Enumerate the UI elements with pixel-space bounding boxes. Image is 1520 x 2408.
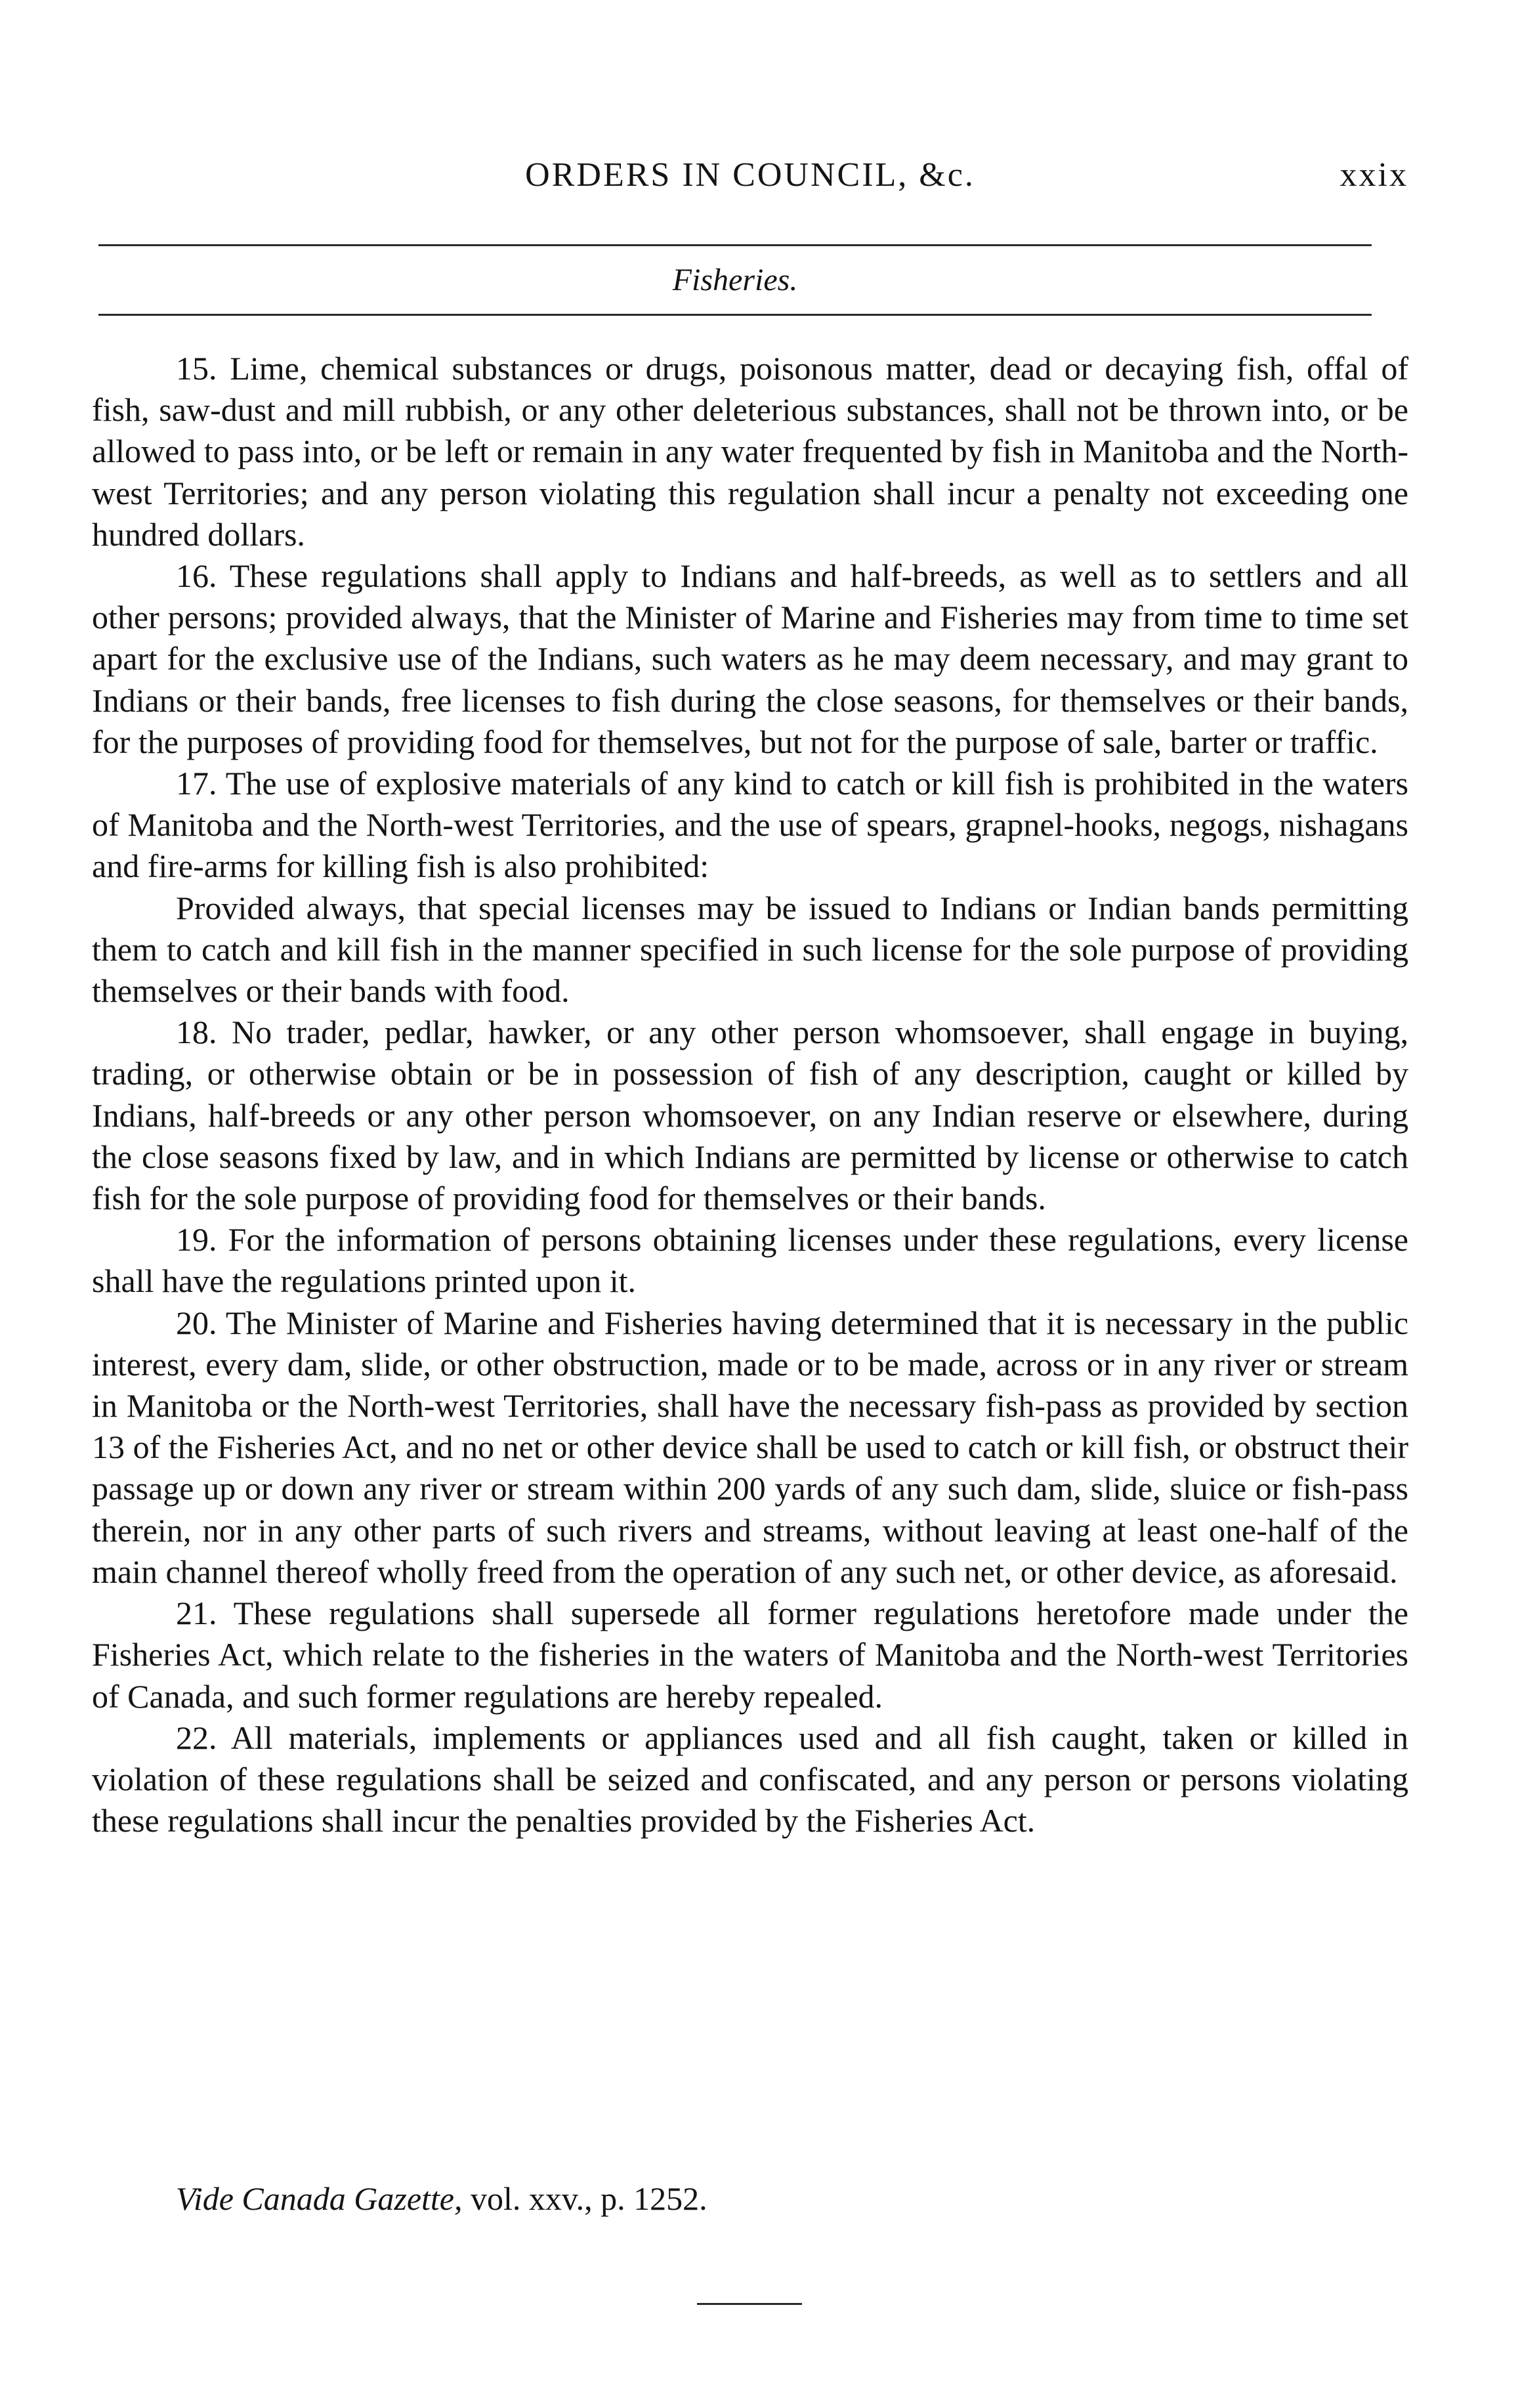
running-head: [92, 152, 1408, 198]
paragraph-18: 18. No trader, pedlar, hawker, or any other person whomsoever, shall engage in buying, trading, or otherwise obtain or be in possession of fish of any description, caught or killed by Indians, half-breeds or any other person whomsoever, on any Indian reserve or elsewhere, during the close seasons fixed by law, and in which Indians are permitted by license or otherwise to catch fish for the sole purpose of providing food for themselves or their bands.: [92, 1014, 1408, 1217]
citation-reference: vol. xxv., p. 1252.: [462, 2180, 707, 2217]
citation-prefix: Vide Canada Gazette,: [176, 2180, 463, 2217]
body-text: [92, 348, 1408, 1841]
paragraph-16: 16. These regulations shall apply to Indians and half-breeds, as well as to settlers and all other persons; provided always, that the Minister of Marine and Fisheries may from time to time set apart for the exclusive use of the Indians, such waters as he may deem necessary, and may grant to Indians or their bands, free licenses to fish during the close seasons, for themselves or their bands, for the purposes of providing food for themselves, but not for the purpose of sale, barter or traffic.: [92, 557, 1408, 760]
header-rule-top: [98, 244, 1372, 246]
paragraph-17-proviso: Provided always, that special licenses may be issued to Indians or Indian bands permitting them to catch and kill fish in the manner specified in such license for the sole purpose of providing themselves or their bands with food.: [92, 889, 1408, 1010]
closing-rule: [697, 2303, 802, 2305]
paragraph-20: 20. The Minister of Marine and Fisheries having determined that it is necessary in the public interest, every dam, slide, or other obstruction, made or to be made, across or in any river or stream in Manitoba or the North-west Territories, shall have the necessary fish-pass as provided by section 13 of the Fisheries Act, and no net or other device shall be used to catch or kill fish, or obstruct their passage up or down any river or stream within 200 yards of any such dam, slide, sluice or fish-pass therein, nor in any other parts of such rivers and streams, without leaving at least one-half of the main channel thereof wholly freed from the operation of any such net, or other device, as aforesaid.: [92, 1304, 1408, 1590]
paragraph-17: 17. The use of explosive materials of any kind to catch or kill fish is prohibited in the waters of Manitoba and the North-west Territories, and the use of spears, grapnel-hooks, negogs, nishagans and fire-arms for killing fish is also prohibited:: [92, 765, 1408, 885]
paragraph-21: 21. These regulations shall supersede all former regulations heretofore made under the Fisheries Act, which relate to the fisheries in the waters of Manitoba and the North-west Territories of Canada, and such former regulations are hereby repealed.: [92, 1595, 1408, 1715]
document-page: [92, 0, 1408, 2408]
paragraph-19: 19. For the information of persons obtaining licenses under these regulations, every license shall have the regulations printed upon it.: [92, 1221, 1408, 1300]
page-number: xxix: [1340, 156, 1408, 194]
paragraph-22: 22. All materials, implements or appliances used and all fish caught, taken or killed in violation of these regulations shall be seized and confiscated, and any person or persons violating these regulations shall incur the penalties provided by the Fisheries Act.: [92, 1719, 1408, 1839]
paragraph-15: 15. Lime, chemical substances or drugs, poisonous matter, dead or decaying fish, offal of fish, saw-dust and mill rubbish, or any other deleterious substances, shall not be thrown into, or be allowed to pass into, or be left or remain in any water frequented by fish in Manitoba and the North-west Territories; and any person violating this regulation shall incur a penalty not exceeding one hundred dollars.: [92, 350, 1408, 553]
gazette-citation: [92, 2178, 1408, 2220]
section-title: Fisheries.: [672, 263, 798, 297]
header-rule-bottom: [98, 314, 1372, 316]
running-title: ORDERS IN COUNCIL, &c.: [525, 156, 975, 194]
